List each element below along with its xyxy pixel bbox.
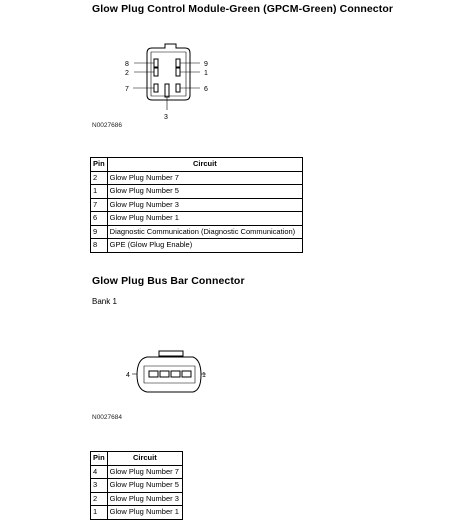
- gpcm-connector-title: Glow Plug Control Module-Green (GPCM-Green) Connector: [92, 3, 394, 15]
- pin-cell: 1: [91, 506, 108, 520]
- pin-cell: 2: [91, 492, 108, 506]
- pin-cell: 9: [91, 225, 108, 239]
- busbar-connector-body: [132, 351, 206, 392]
- pin-cell: 8: [91, 239, 108, 253]
- circuit-cell: Diagnostic Communication (Diagnostic Communication): [107, 225, 302, 239]
- circuit-cell: Glow Plug Number 3: [107, 492, 182, 506]
- circuit-cell: GPE (Glow Plug Enable): [107, 239, 302, 253]
- pin-cell: 1: [91, 185, 108, 199]
- bank-label: Bank 1: [92, 297, 117, 306]
- gpcm-pin-table: [90, 157, 303, 253]
- circuit-cell: Glow Plug Number 1: [107, 506, 182, 520]
- busbar-pin-label-1: 1: [202, 372, 206, 379]
- pin-cell: 7: [91, 198, 108, 212]
- table-row: [91, 479, 183, 493]
- table-row: [91, 465, 183, 479]
- gpcm-pin-label-7: 7: [125, 86, 129, 93]
- gpcm-image-id: N0027686: [92, 122, 122, 129]
- gpcm-pin-label-6: 6: [204, 86, 208, 93]
- busbar-image-id: N0027684: [92, 414, 122, 421]
- gpcm-table-header-circuit: Circuit: [107, 158, 302, 172]
- busbar-pin-label-4: 4: [126, 372, 130, 379]
- gpcm-connector-body: [133, 44, 200, 110]
- gpcm-pin-label-2: 2: [125, 70, 129, 77]
- pin-cell: 4: [91, 465, 108, 479]
- gpcm-table-header-pin: Pin: [91, 158, 108, 172]
- gpcm-pin-label-9: 9: [204, 61, 208, 68]
- table-row: [91, 198, 303, 212]
- busbar-table-header-pin: Pin: [91, 452, 108, 466]
- pin-cell: 3: [91, 479, 108, 493]
- circuit-cell: Glow Plug Number 5: [107, 185, 302, 199]
- table-row: [91, 492, 183, 506]
- circuit-cell: Glow Plug Number 5: [107, 479, 182, 493]
- table-row: [91, 225, 303, 239]
- table-row: [91, 239, 303, 253]
- pin-cell: 6: [91, 212, 108, 226]
- circuit-cell: Glow Plug Number 1: [107, 212, 302, 226]
- busbar-connector-title: Glow Plug Bus Bar Connector: [92, 275, 245, 287]
- table-row: [91, 506, 183, 520]
- table-row: [91, 171, 303, 185]
- gpcm-pin-label-3: 3: [164, 114, 168, 121]
- busbar-table-header-row: [91, 452, 183, 466]
- table-row: [91, 185, 303, 199]
- circuit-cell: Glow Plug Number 3: [107, 198, 302, 212]
- table-row: [91, 212, 303, 226]
- pin-cell: 2: [91, 171, 108, 185]
- gpcm-table-header-row: [91, 158, 303, 172]
- circuit-cell: Glow Plug Number 7: [107, 171, 302, 185]
- gpcm-pin-label-1: 1: [204, 70, 208, 77]
- circuit-cell: Glow Plug Number 7: [107, 465, 182, 479]
- busbar-table-header-circuit: Circuit: [107, 452, 182, 466]
- gpcm-pin-label-8: 8: [125, 61, 129, 68]
- busbar-pin-table: [90, 451, 183, 520]
